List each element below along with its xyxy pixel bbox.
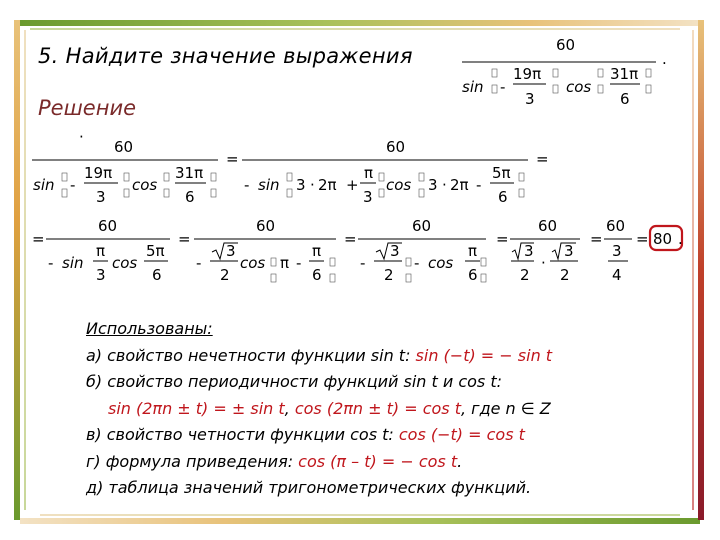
step2-three: 3 bbox=[296, 176, 306, 194]
note-d-text: г) формула приведения: bbox=[86, 451, 299, 471]
task-cos: cos bbox=[566, 78, 592, 96]
f2-pi: π bbox=[280, 254, 290, 272]
step1-arg2-num: 31π bbox=[175, 164, 204, 182]
task-arg1-den: 3 bbox=[525, 90, 535, 108]
note-d-formula: cos (π – t) = − cos t bbox=[298, 451, 458, 471]
note-b-cos-formula: cos (2πn ± t) = cos t bbox=[294, 398, 461, 418]
solution-heading: Решение bbox=[38, 96, 137, 120]
notes-heading: Использованы: bbox=[86, 319, 213, 338]
step1-dot: · bbox=[79, 128, 84, 146]
f4-den-b: 2 bbox=[560, 266, 570, 284]
step1-cos: cos bbox=[132, 176, 158, 194]
task-sin: sin bbox=[462, 78, 484, 96]
step1-arg1-den: 3 bbox=[96, 188, 106, 206]
task-arg2-den: 6 bbox=[620, 90, 630, 108]
step-2 bbox=[32, 217, 683, 284]
step2-pi-den: 3 bbox=[363, 188, 373, 206]
step2-eq: = bbox=[536, 150, 549, 168]
f2-sqrt3: 3 bbox=[226, 242, 236, 260]
result-end: . bbox=[678, 230, 683, 248]
step1-arg1-num: 19π bbox=[84, 164, 113, 182]
f3-minus: - bbox=[360, 254, 366, 272]
f1-5pi: 5π bbox=[146, 242, 165, 260]
note-b-sin-formula: sin (2πn ± t) = ± sin t bbox=[108, 398, 285, 418]
f1-5pi-den: 6 bbox=[152, 266, 162, 284]
f3-sqrt3: 3 bbox=[390, 242, 400, 260]
note-a bbox=[86, 343, 686, 370]
f1-minus: - bbox=[48, 254, 54, 272]
result-value: 80 bbox=[653, 230, 673, 248]
f1-cos: cos bbox=[112, 254, 138, 272]
f3-minus2: - bbox=[414, 254, 420, 272]
used-properties-list bbox=[86, 316, 686, 502]
f2-minus2: - bbox=[296, 254, 302, 272]
f1-sin: sin bbox=[62, 254, 84, 272]
step-1 bbox=[32, 128, 549, 206]
f1-num: 60 bbox=[98, 217, 118, 235]
f2-sqrt-den: 2 bbox=[220, 266, 230, 284]
step2-cos: cos bbox=[386, 176, 412, 194]
f3-sqrt-den: 2 bbox=[384, 266, 394, 284]
step2-pi: π bbox=[364, 164, 374, 182]
note-d bbox=[86, 449, 686, 476]
step1-sin: sin bbox=[33, 176, 55, 194]
step1-eq: = bbox=[226, 150, 239, 168]
step2-dot: · bbox=[310, 176, 315, 194]
f3-pi-den: 6 bbox=[468, 266, 478, 284]
f2-num: 60 bbox=[256, 217, 276, 235]
f2-pi2: π bbox=[312, 242, 322, 260]
note-b-sep: , bbox=[284, 398, 295, 418]
step2-numerator: 60 bbox=[386, 138, 406, 156]
row2-eq4: = bbox=[496, 230, 509, 248]
note-b-formulas bbox=[86, 396, 686, 423]
note-b-tail: , где n ∈ Z bbox=[460, 398, 551, 418]
step2-2pi-b: 2π bbox=[450, 176, 469, 194]
step2-sin: sin bbox=[258, 176, 280, 194]
f5-three: 3 bbox=[612, 242, 622, 260]
step2-dot-b: · bbox=[442, 176, 447, 194]
f2-pi2-den: 6 bbox=[312, 266, 322, 284]
f4-sqrt3a: 3 bbox=[524, 242, 534, 260]
f3-pi: π bbox=[468, 242, 478, 260]
note-a-formula: sin (−t) = − sin t bbox=[415, 345, 553, 365]
task-expression bbox=[462, 36, 667, 108]
step2-plus: + bbox=[346, 176, 359, 194]
f5-num: 60 bbox=[606, 217, 626, 235]
task-minus: - bbox=[500, 78, 506, 96]
f4-num: 60 bbox=[538, 217, 558, 235]
note-b: б) свойство периодичности функций sin t и cos t: bbox=[86, 372, 503, 391]
f5-four: 4 bbox=[612, 266, 622, 284]
step2-minus-b: - bbox=[476, 176, 482, 194]
f3-cos: cos bbox=[428, 254, 454, 272]
row2-eq6: = bbox=[636, 230, 649, 248]
task-arg1-num: 19π bbox=[513, 65, 542, 83]
task-arg2-num: 31π bbox=[610, 65, 639, 83]
step2-three-b: 3 bbox=[428, 176, 438, 194]
f1-pi-den: 3 bbox=[96, 266, 106, 284]
f2-cos: cos bbox=[240, 254, 266, 272]
step1-numerator: 60 bbox=[114, 138, 134, 156]
step1-minus: - bbox=[70, 176, 76, 194]
row2-eq5: = bbox=[590, 230, 603, 248]
note-a-text: а) свойство нечетности функции sin t: bbox=[86, 345, 416, 365]
task-numerator: 60 bbox=[556, 36, 576, 54]
f4-dot: · bbox=[541, 254, 546, 272]
f3-num: 60 bbox=[412, 217, 432, 235]
note-d-tail: . bbox=[457, 451, 463, 471]
f1-pi: π bbox=[96, 242, 106, 260]
f4-den-a: 2 bbox=[520, 266, 530, 284]
f4-sqrt3b: 3 bbox=[564, 242, 574, 260]
step2-2pi: 2π bbox=[318, 176, 337, 194]
row2-eq2: = bbox=[178, 230, 191, 248]
note-c-formula: cos (−t) = cos t bbox=[398, 425, 525, 444]
row2-eq: = bbox=[32, 230, 45, 248]
note-c bbox=[86, 422, 686, 449]
step2-5pi: 5π bbox=[492, 164, 511, 182]
step1-arg2-den: 6 bbox=[185, 188, 195, 206]
step2-5pi-den: 6 bbox=[498, 188, 508, 206]
row2-eq3: = bbox=[344, 230, 357, 248]
step2-minus: - bbox=[244, 176, 250, 194]
problem-title: 5. Найдите значение выражения bbox=[38, 44, 413, 68]
note-e: д) таблица значений тригонометрических функций. bbox=[86, 478, 532, 497]
task-period: . bbox=[662, 50, 667, 68]
note-c-text: в) свойство четности функции cos t: bbox=[86, 425, 399, 444]
f2-minus: - bbox=[196, 254, 202, 272]
